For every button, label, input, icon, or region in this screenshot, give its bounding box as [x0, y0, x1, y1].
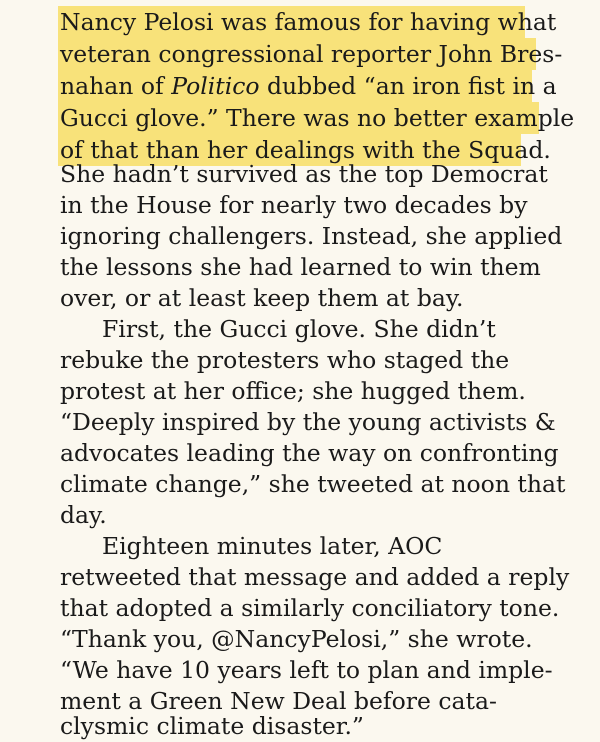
text-line: in the House for nearly two decades by [60, 191, 528, 219]
text-line: over, or at least keep them at bay. [60, 284, 464, 312]
text-line: that adopted a similarly conciliatory tone. [60, 594, 560, 622]
text-line: rebuke the protesters who staged the [60, 346, 510, 374]
text-segment: nahan of [60, 72, 172, 100]
text-line: First, the Gucci glove. She didn’t [102, 315, 496, 343]
text-line [60, 70, 557, 102]
text-line: veteran congressional reporter John Bres- [60, 40, 563, 68]
text-line: day. [60, 501, 107, 529]
text-line: “We have 10 years left to plan and imple- [60, 656, 553, 684]
text-line: ment a Green New Deal before cata- [60, 687, 497, 715]
text-line: She hadn’t survived as the top Democrat [60, 160, 548, 188]
text-line: Nancy Pelosi was famous for having what [60, 8, 557, 36]
text-line: “Deeply inspired by the young activists & [60, 408, 556, 436]
text-line: clysmic climate disaster.” [60, 712, 364, 740]
text-line: Eighteen minutes later, AOC [102, 532, 443, 560]
text-line: of that than her dealings with the Squad. [60, 136, 551, 164]
text-line: the lessons she had learned to win them [60, 253, 541, 281]
text-line: “Thank you, @NancyPelosi,” she wrote. [60, 625, 533, 653]
publication-title: Politico [171, 72, 260, 100]
text-line: protest at her office; she hugged them. [60, 377, 526, 405]
text-line: climate change,” she tweeted at noon that [60, 470, 566, 498]
text-line: retweeted that message and added a reply [60, 563, 570, 591]
text-segment: dubbed “an iron fist in a [259, 72, 557, 100]
text-line: Gucci glove.” There was no better example [60, 104, 575, 132]
text-line: ignoring challengers. Instead, she applied [60, 222, 563, 250]
text-line: advocates leading the way on confronting [60, 439, 559, 467]
